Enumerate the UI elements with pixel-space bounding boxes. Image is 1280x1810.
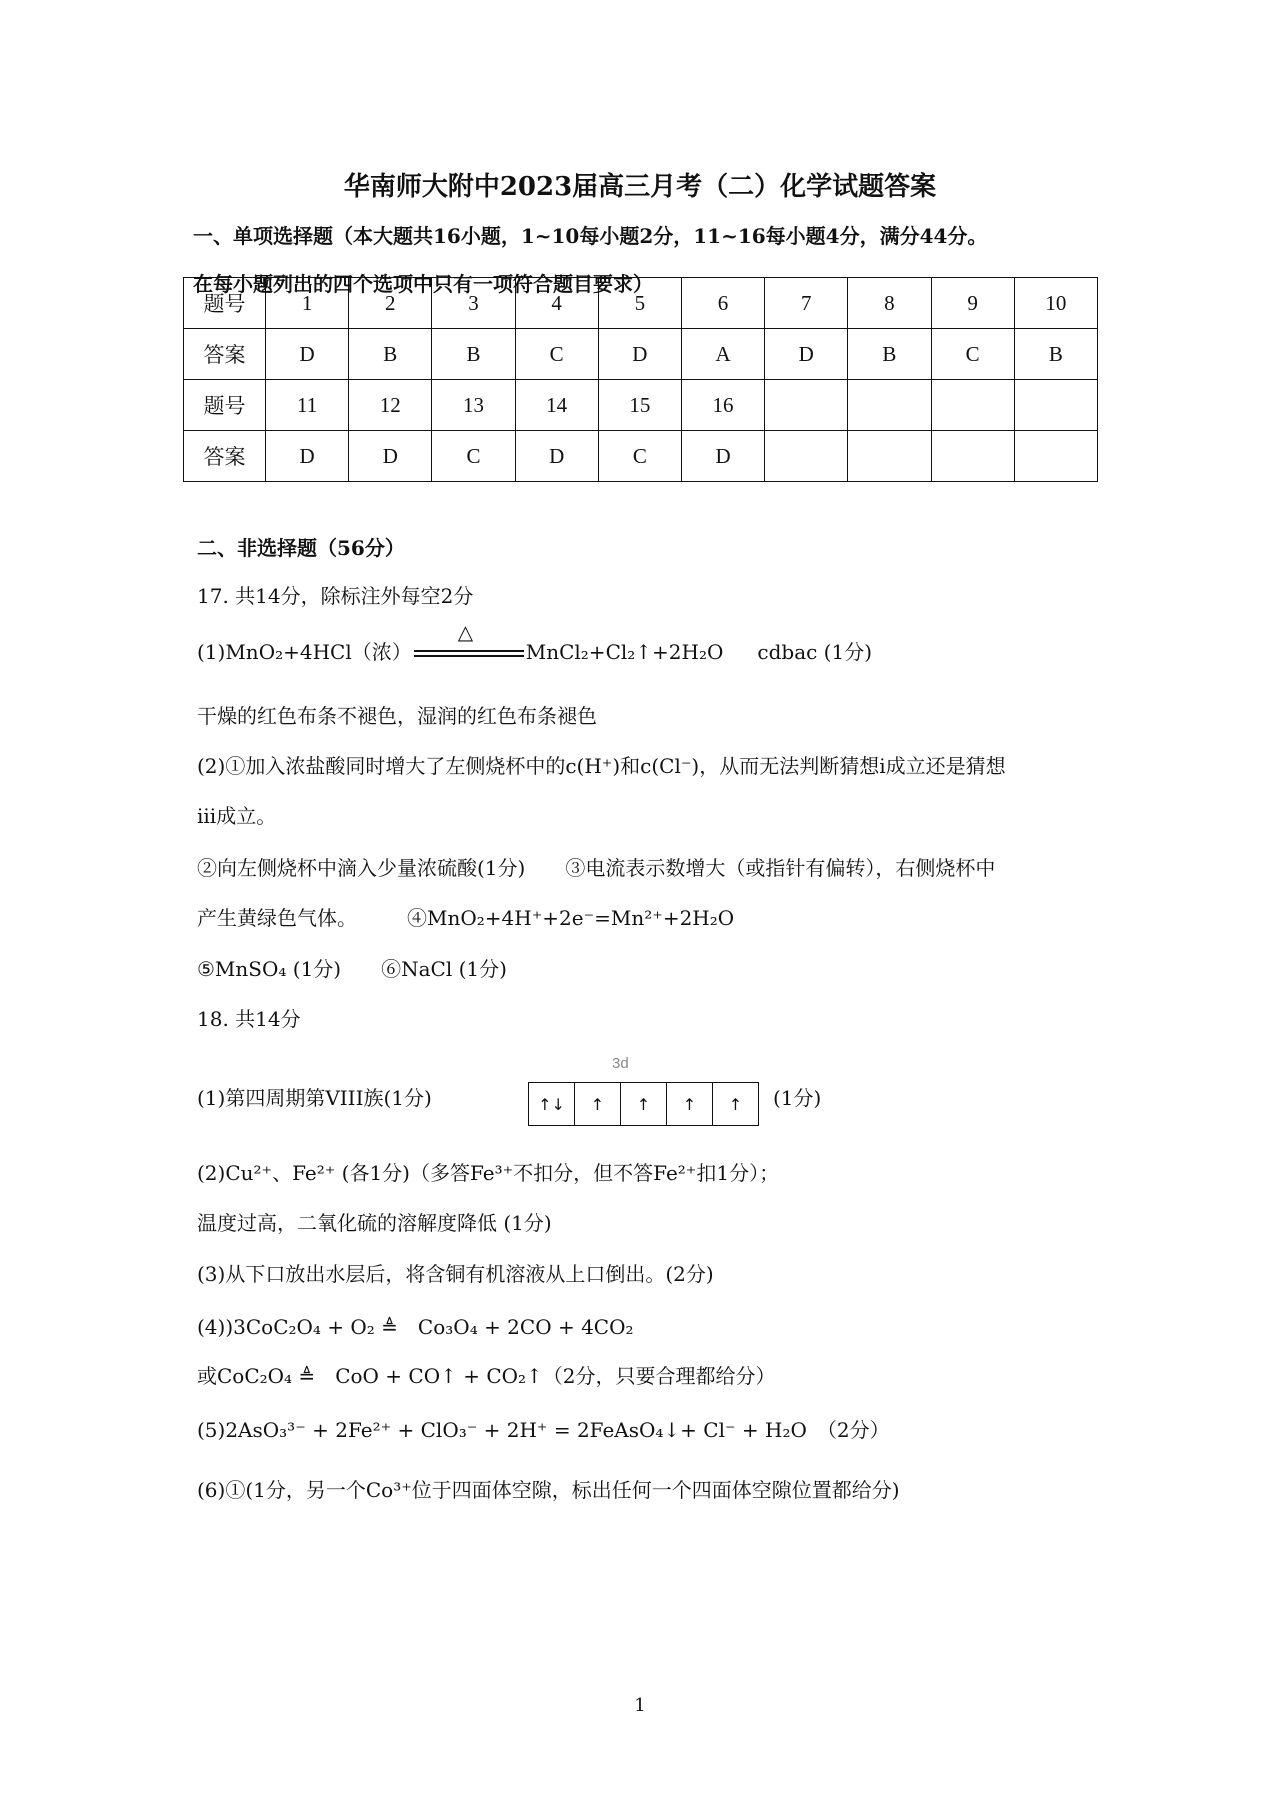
table-cell: 7	[765, 278, 848, 329]
table-cell: B	[349, 329, 432, 380]
table-cell: D	[349, 431, 432, 482]
orbital-box: ↑	[728, 1094, 743, 1114]
q17-1-products: MnCl₂+Cl₂↑+2H₂O	[525, 640, 724, 664]
table-cell	[1014, 431, 1097, 482]
table-row-header: 题号	[184, 278, 266, 329]
table-row-header: 答案	[184, 329, 266, 380]
table-cell: 3	[432, 278, 515, 329]
table-cell: 5	[598, 278, 681, 329]
table-cell: 6	[681, 278, 764, 329]
table-row	[184, 278, 1098, 329]
section1-heading: 一、单项选择题（本大题共16小题，1~10每小题2分，11~16每小题4分，满分44分。	[193, 224, 988, 248]
q17-2-line4: 产生黄绿色气体。 ④MnO₂+4H⁺+2e⁻=Mn²⁺+2H₂O	[197, 906, 735, 930]
q17-1-answer: cdbac (1分)	[757, 640, 873, 664]
table-row	[184, 329, 1098, 380]
table-cell: B	[1014, 329, 1097, 380]
table-cell: C	[432, 431, 515, 482]
table-cell: 12	[349, 380, 432, 431]
q18-1-score: (1分)	[773, 1086, 822, 1110]
orbital-box: ↑	[575, 1083, 621, 1125]
table-cell: 15	[598, 380, 681, 431]
table-cell: 1	[266, 278, 349, 329]
q17-intro: 17. 共14分，除标注外每空2分	[197, 584, 474, 608]
q18-4-line1: (4))3CoC₂O₄ + O₂ ≜ Co₃O₄ + 2CO + 4CO₂	[197, 1315, 634, 1339]
section2-heading: 二、非选择题（56分）	[197, 536, 405, 560]
table-cell: 13	[432, 380, 515, 431]
q18-intro: 18. 共14分	[197, 1007, 301, 1031]
table-cell: B	[848, 329, 931, 380]
q18-4-line2: 或CoC₂O₄ ≜ CoO + CO↑ + CO₂↑（2分，只要合理都给分）	[197, 1364, 776, 1388]
heat-triangle-icon: △	[457, 619, 474, 644]
table-cell: 14	[515, 380, 598, 431]
table-cell: 10	[1014, 278, 1097, 329]
table-cell	[1014, 380, 1097, 431]
orbital-box: ↑↓	[529, 1083, 575, 1125]
q18-1-text: (1)第四周期第VIII族(1分)	[197, 1086, 432, 1110]
table-cell: 16	[681, 380, 764, 431]
document-title: 华南师大附中2023届高三月考（二）化学试题答案	[343, 172, 937, 202]
table-cell	[765, 380, 848, 431]
table-cell: C	[931, 329, 1014, 380]
table-cell	[931, 380, 1014, 431]
q17-2-line3: ②向左侧烧杯中滴入少量浓硫酸(1分) ③电流表示数增大（或指针有偏转），右侧烧杯中	[197, 856, 996, 880]
table-cell: 9	[931, 278, 1014, 329]
table-cell: D	[681, 431, 764, 482]
orbital-box: ↑	[667, 1083, 713, 1125]
q18-2-line2: 温度过高，二氧化硫的溶解度降低 (1分)	[197, 1211, 552, 1235]
table-row	[184, 380, 1098, 431]
heating-arrow	[414, 619, 524, 666]
q18-5: (5)2AsO₃³⁻ + 2Fe²⁺ + ClO₃⁻ + 2H⁺ = 2FeAsO₄↓+ Cl⁻ + H₂O （2分）	[197, 1418, 890, 1442]
orbital-diagram	[528, 1082, 759, 1126]
orbital-label-3d: 3d	[612, 1055, 629, 1072]
q17-2-line2: iii成立。	[197, 804, 277, 828]
q17-1-equation	[197, 619, 873, 666]
table-cell: 2	[349, 278, 432, 329]
q17-2-line5: ⑤MnSO₄ (1分) ⑥NaCl (1分)	[197, 957, 507, 981]
table-cell: D	[266, 329, 349, 380]
table-cell: 8	[848, 278, 931, 329]
table-row-header: 题号	[184, 380, 266, 431]
table-row	[184, 431, 1098, 482]
table-cell: 11	[266, 380, 349, 431]
table-cell: B	[432, 329, 515, 380]
page-number: 1	[634, 1695, 646, 1716]
table-row-header: 答案	[184, 431, 266, 482]
table-cell	[931, 431, 1014, 482]
q18-2-line1: (2)Cu²⁺、Fe²⁺ (各1分)（多答Fe³⁺不扣分，但不答Fe²⁺扣1分）；	[197, 1161, 780, 1185]
table-cell: D	[598, 329, 681, 380]
table-cell: A	[681, 329, 764, 380]
answer-table	[183, 277, 1098, 482]
table-cell: C	[598, 431, 681, 482]
table-cell	[848, 431, 931, 482]
table-cell: C	[515, 329, 598, 380]
q18-6: (6)①(1分，另一个Co³⁺位于四面体空隙，标出任何一个四面体空隙位置都给分)	[197, 1478, 900, 1502]
table-cell: 4	[515, 278, 598, 329]
q17-2-line1: (2)①加入浓盐酸同时增大了左侧烧杯中的c(H⁺)和c(Cl⁻)，从而无法判断猜想i成立还是猜想	[197, 754, 1006, 778]
q17-1-observation: 干燥的红色布条不褪色，湿润的红色布条褪色	[197, 704, 597, 728]
table-cell: D	[515, 431, 598, 482]
section1-subheading: 在每小题列出的四个选项中只有一项符合题目要求）	[193, 272, 653, 296]
orbital-box: ↑	[621, 1083, 667, 1125]
table-cell: D	[765, 329, 848, 380]
table-cell	[765, 431, 848, 482]
q18-3: (3)从下口放出水层后，将含铜有机溶液从上口倒出。(2分)	[197, 1262, 714, 1286]
table-cell	[848, 380, 931, 431]
table-cell: D	[266, 431, 349, 482]
q17-1-reactants: (1)MnO₂+4HCl（浓）	[197, 640, 412, 664]
